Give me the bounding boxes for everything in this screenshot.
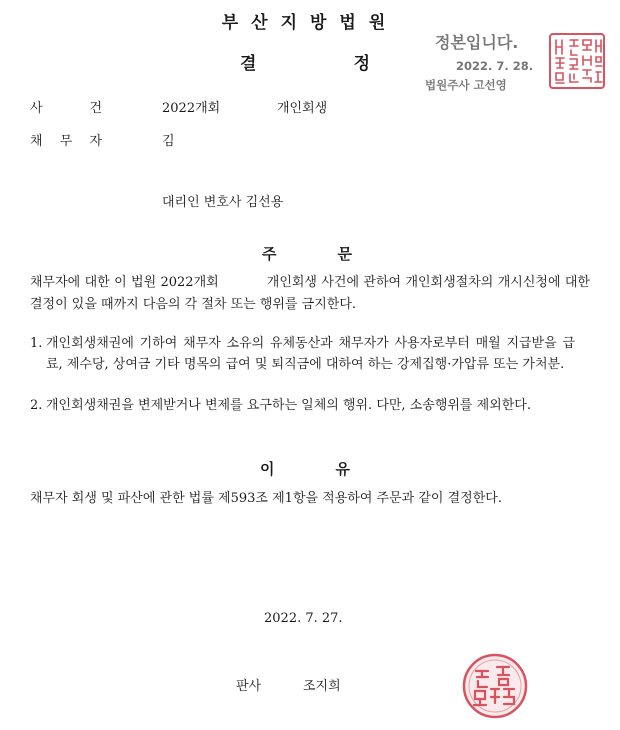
judge-seal-icon [460,651,530,721]
certification-date: 2022. 7. 28. [456,59,534,73]
reason-title-char-2: 유 [335,460,350,478]
debtor-name: 김 [162,134,175,149]
debtor-label-char-1: 채 [30,134,43,149]
order-item-2 [30,396,575,417]
legal-agent: 대리인 변호사 김선용 [162,195,284,210]
decision-date: 2022. 7. 27. [264,611,343,626]
order-item-2-number: 2. [30,398,43,413]
debtor-label [30,130,102,149]
judge-name: 조지희 [303,679,341,694]
order-title [262,243,352,264]
order-item-1-text: 개인회생채권에 기하여 채무자 소유의 유체동산과 채무자가 사용자로부터 매월 지급받을 급료, 제수당, 상여금 기타 명목의 급여 및 퇴직금에 대하여 하는 강제집행·가압류 또는 가처분. [46,336,575,372]
order-item-1 [30,334,575,375]
order-item-1-number: 1. [30,336,43,351]
case-label-char-1: 사 [30,101,43,116]
case-label-char-2: 건 [89,101,102,116]
court-clerk-seal-icon [548,32,606,90]
document-type [240,49,370,74]
order-title-char-2: 문 [337,245,352,263]
case-label [30,97,102,116]
debtor-label-char-3: 자 [89,134,102,149]
judge-title: 판사 [236,679,262,694]
reason-text: 채무자 회생 및 파산에 관한 법률 제593조 제1항을 적용하여 주문과 같이 결정한다. [30,491,502,506]
certification-officer: 법원주사 고선영 [425,78,507,92]
certified-copy-stamp: 정본입니다. [435,33,519,52]
case-number: 2022개회 [162,101,221,116]
case-name: 개인회생 [277,101,328,116]
doc-type-char-2: 정 [353,54,370,74]
debtor-label-char-2: 무 [59,134,73,149]
order-intro: 채무자에 대한 이 법원 2022개회 개인회생 사건에 관하여 개인회생절차의 개시신청에 대한 결정이 있을 때까지 다음의 각 절차 또는 행위를 금지한다. [30,275,595,312]
court-name: 부산지방법원 [221,13,399,33]
reason-title-char-1: 이 [260,460,275,478]
doc-type-char-1: 결 [240,54,257,74]
order-title-char-1: 주 [262,245,277,263]
order-item-2-text: 개인회생채권을 변제받거나 변제를 요구하는 일체의 행위. 다만, 소송행위를 제외한다. [46,398,531,413]
reason-title [260,458,350,479]
